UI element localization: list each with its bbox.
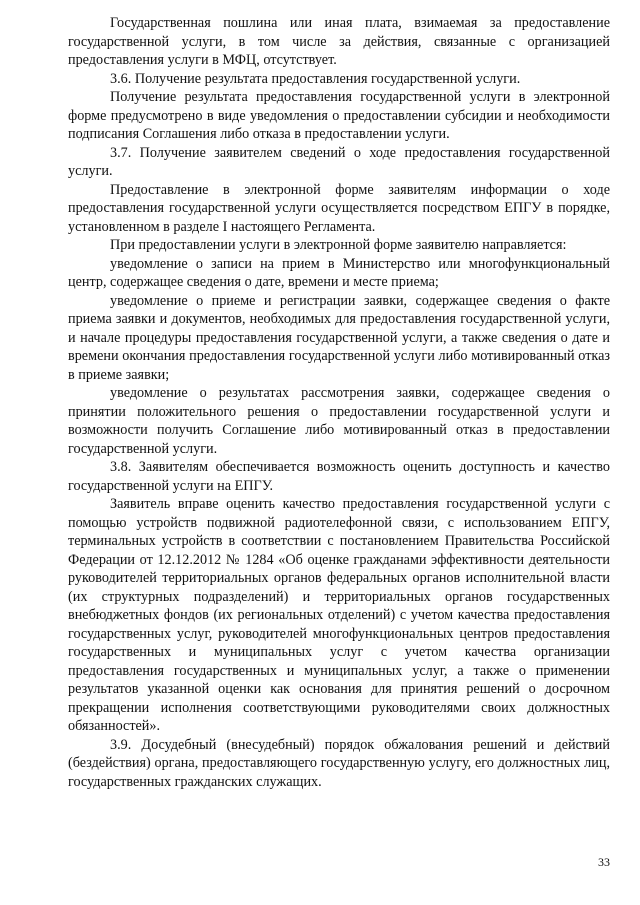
body-text: [68, 14, 610, 791]
paragraph-3-8-heading: 3.8. Заявителям обеспечивается возможность оценить доступность и качество государственной услуги на ЕПГУ.: [68, 459, 610, 494]
paragraph-notifications-intro: При предоставлении услуги в электронной форме заявителю направляется:: [110, 237, 567, 253]
paragraph-result-electronic: Получение результата предоставления государственной услуги в электронной форме предусмотрено в виде уведомления о предоставлении субсидии и необходимости подписания Соглашения либо отказа в предоставлении услуги.: [68, 89, 610, 142]
paragraph-notification-results: уведомление о результатах рассмотрения заявки, содержащее сведения о принятии положительного решения о предоставлении государственной услуги и возможности получить Соглашение либо мотивированный отказ в предоставлении государственной услуги.: [68, 385, 610, 457]
paragraph-fee: Государственная пошлина или иная плата, взимаемая за предоставление государственной услуги, в том числе за действия, связанные с организацией предоставления услуги в МФЦ, отсутствует.: [68, 15, 610, 68]
paragraph-notification-appointment: уведомление о записи на прием в Министерство или многофункциональный центр, содержащее сведения о дате, времени и месте приема;: [68, 255, 610, 290]
paragraph-3-9-heading: 3.9. Досудебный (внесудебный) порядок обжалования решений и действий (бездействия) органа, предоставляющего государственную услугу, его должностных лиц, государственных гражданских служащих.: [68, 736, 610, 790]
paragraph-quality-assessment: Заявитель вправе оценить качество предоставления государственной услуги с помощью устройств подвижной радиотелефонной связи, с использованием ЕПГУ, терминальных устройств в соответствии с постановлением Правительства Российской Федерации от 12.12.2012 № 1284 «Об оценке гражданами эффективности деятельности руководителей территориальных органов федеральных органов исполнительной власти (их структурных подразделений) и территориальных органов государственных внебюджетных фондов (их региональных отделений) с учетом качества предоставления государственных услуг, руководителей многофункциональных центров предоставления государственных и муниципальных услуг с учетом качества организации предоставления государственных и муниципальных услуг, а также о применении результатов указанной оценки как основания для принятия решений о досрочном прекращении исполнения соответствующими руководителями своих должностных обязанностей».: [68, 496, 610, 734]
paragraph-notification-registration: уведомление о приеме и регистрации заявки, содержащее сведения о факте приема заявки и документов, необходимых для предоставления государственной услуги, и начале процедуры предоставления государственной услуги, а также сведения о дате и времени окончания предоставления государственной услуги либо мотивированный отказ в приеме заявки;: [68, 292, 610, 383]
paragraph-3-6-heading: 3.6. Получение результата предоставления государственной услуги.: [110, 70, 521, 87]
paragraph-progress-info: Предоставление в электронной форме заявителям информации о ходе предоставления государственной услуги осуществляется посредством ЕПГУ в порядке, установленном в разделе I настоящего Регламента.: [68, 181, 610, 235]
page-number: 33: [598, 855, 610, 869]
paragraph-3-7-heading: 3.7. Получение заявителем сведений о ходе предоставления государственной услуги.: [68, 144, 610, 179]
